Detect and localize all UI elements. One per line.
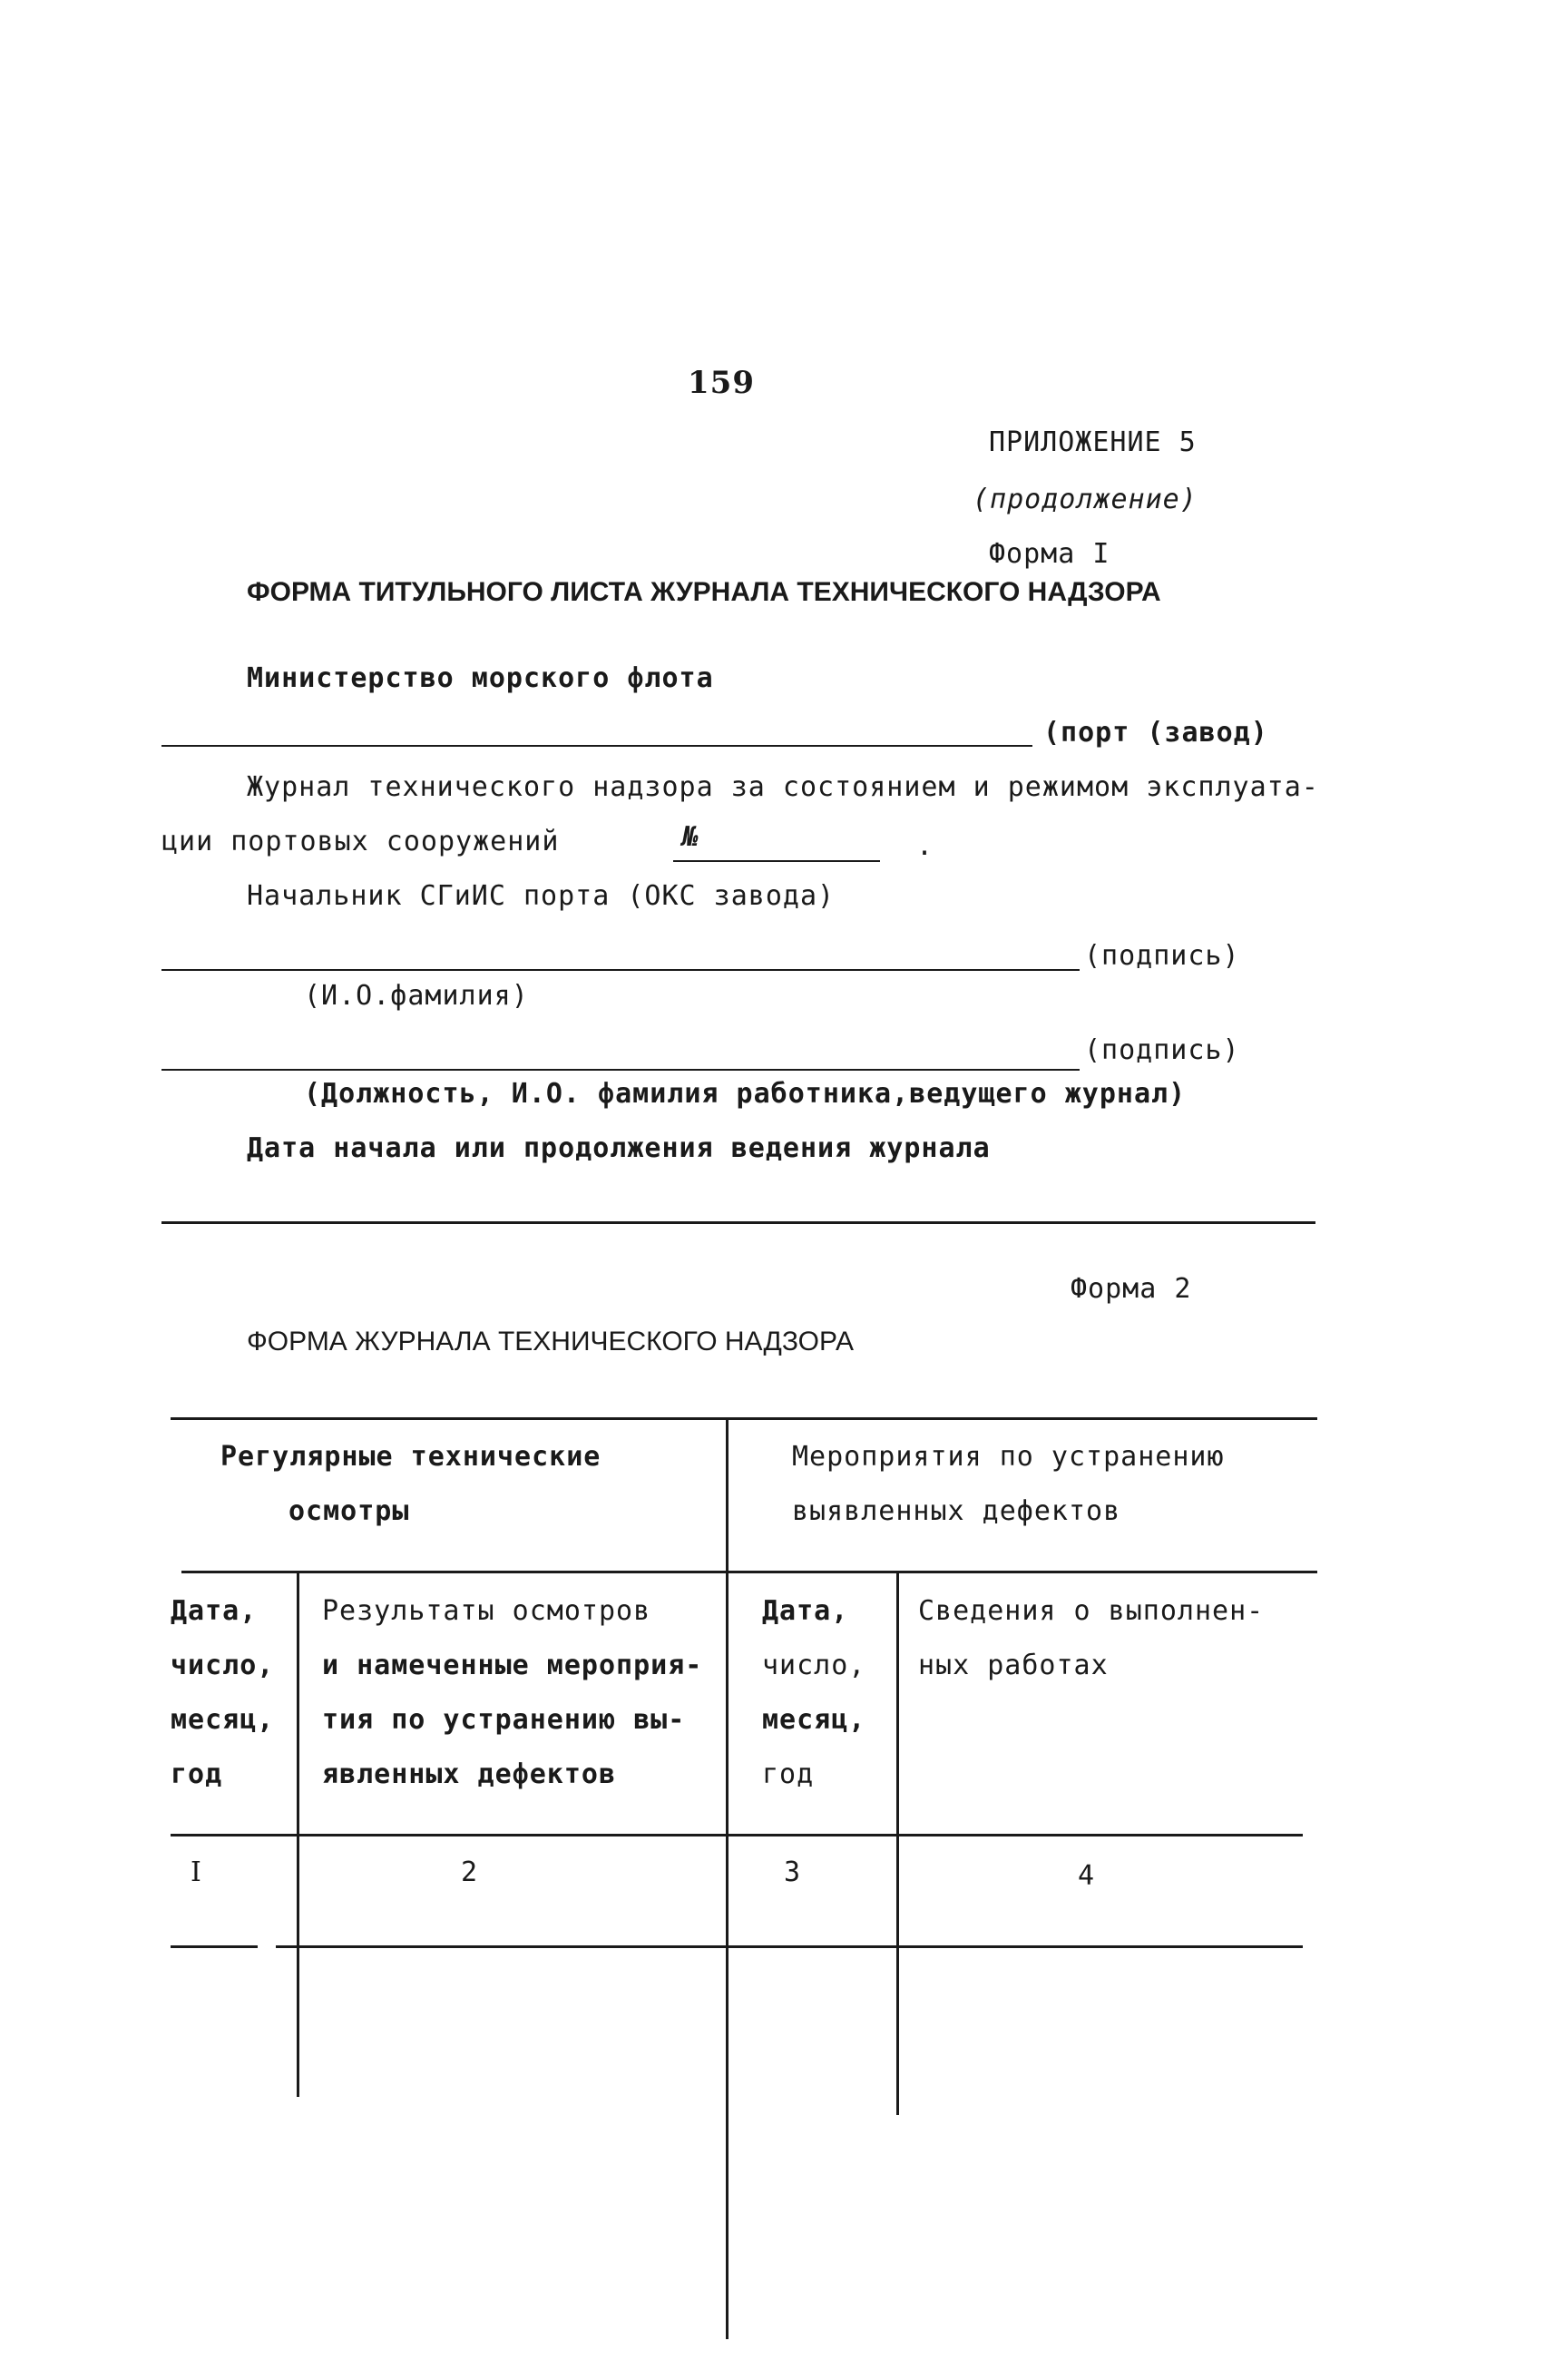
form2-label: Форма 2	[1071, 1273, 1192, 1305]
col1-number: I	[191, 1856, 202, 1888]
form2-title: ФОРМА ЖУРНАЛА ТЕХНИЧЕСКОГО НАДЗОРА	[247, 1327, 855, 1357]
ministry-line: Министерство морского флота	[247, 662, 714, 694]
group-header-measures-line2: выявленных дефектов	[792, 1495, 1121, 1527]
signature2-underline	[161, 1069, 1080, 1071]
col4-number: 4	[1078, 1860, 1096, 1892]
table-col3-divider	[896, 1571, 899, 2115]
col3-number: 3	[784, 1856, 802, 1888]
name-caption: (И.О.фамилия)	[304, 980, 529, 1012]
table-number-row-rule	[276, 1945, 1303, 1948]
col4-header-line2: ных работах	[918, 1650, 1109, 1681]
col1-header-line2: число,	[171, 1650, 275, 1681]
form1-label: Форма I	[989, 538, 1110, 570]
col2-header-line3: тия по устранению вы-	[322, 1704, 686, 1736]
chief-line: Начальник СГиИС порта (ОКС завода)	[247, 880, 836, 912]
table-subheader-rule	[181, 1571, 1317, 1573]
journal-line-1: Журнал технического надзора за состоянием и режимом эксплуата-	[247, 771, 1319, 803]
col1-header-line3: месяц,	[171, 1704, 275, 1736]
number-period: .	[916, 830, 934, 862]
col2-header-line1: Результаты осмотров	[322, 1595, 651, 1627]
signature1-underline	[161, 969, 1080, 971]
col3-header-line1: Дата,	[762, 1595, 849, 1627]
col2-header-line4: явленных дефектов	[322, 1758, 617, 1790]
page-number: 159	[688, 365, 755, 401]
table-col1-divider	[297, 1571, 299, 2097]
col2-number: 2	[461, 1856, 479, 1888]
port-underline	[161, 745, 1032, 747]
group-header-inspections-line1: Регулярные технические	[220, 1441, 601, 1473]
table-top-rule	[171, 1417, 1317, 1420]
col1-header-line4: год	[171, 1758, 223, 1790]
signature1-caption: (подпись)	[1084, 940, 1240, 972]
number-mark: №	[682, 821, 700, 853]
appendix-continuation: (продолжение)	[973, 484, 1198, 515]
table-group-divider	[726, 1417, 728, 2339]
journal-line-2: ции портовых сооружений	[161, 826, 560, 857]
col2-header-line2: и намеченные мероприя-	[322, 1650, 703, 1681]
position-caption: (Должность, И.О. фамилия работника,ведущего журнал)	[304, 1078, 1187, 1110]
port-caption: (порт (завод)	[1043, 717, 1268, 749]
col1-header-line1: Дата,	[171, 1595, 258, 1627]
appendix-label: ПРИЛОЖЕНИЕ 5	[989, 426, 1197, 458]
date-caption: Дата начала или продолжения ведения журнала	[247, 1132, 991, 1164]
number-underline	[673, 860, 880, 862]
col3-header-line3: месяц,	[762, 1704, 866, 1736]
col4-header-line1: Сведения о выполнен-	[918, 1595, 1265, 1627]
group-header-measures-line1: Мероприятия по устранению	[792, 1441, 1225, 1473]
col3-header-line2: число,	[762, 1650, 866, 1681]
date-underline	[161, 1221, 1315, 1224]
signature2-caption: (подпись)	[1084, 1034, 1240, 1066]
form1-title: ФОРМА ТИТУЛЬНОГО ЛИСТА ЖУРНАЛА ТЕХНИЧЕСКОГО НАДЗОРА	[247, 577, 1161, 607]
group-header-inspections-line2: осмотры	[288, 1495, 410, 1527]
table-number-row-rule-left	[171, 1945, 258, 1948]
col3-header-line4: год	[762, 1758, 815, 1790]
table-header-bottom-rule	[171, 1834, 1303, 1836]
